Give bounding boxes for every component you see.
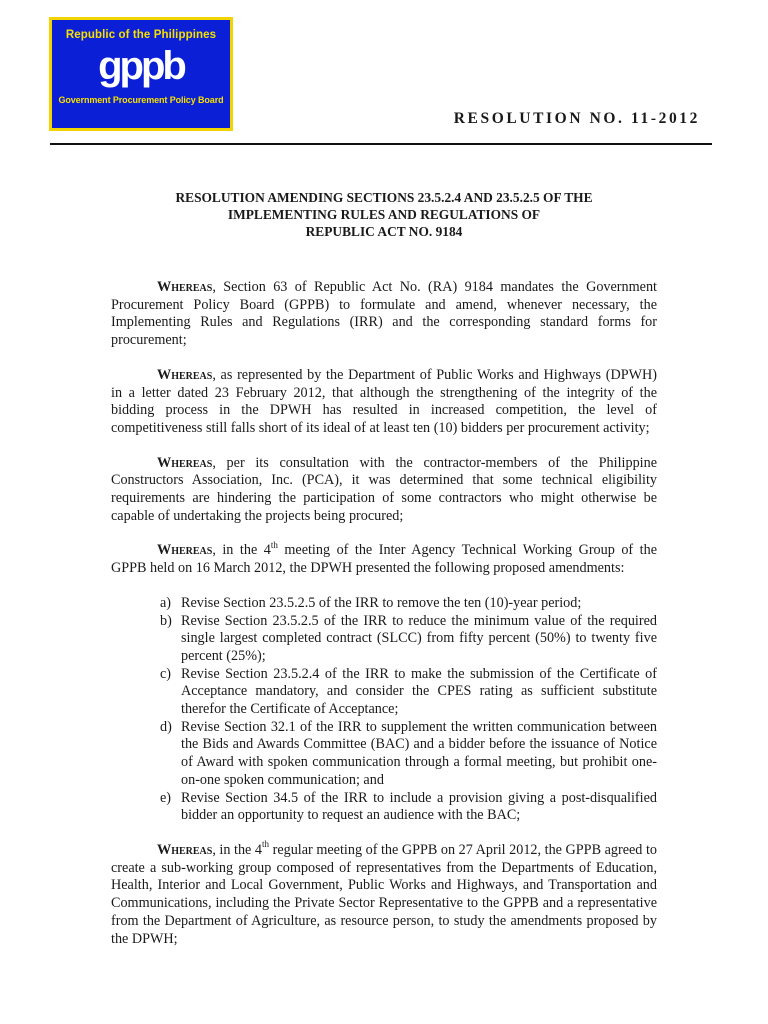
list-item-text: Revise Section 34.5 of the IRR to include a provision giving a post-disqualified bidder an opportunity to request an audience with the BAC; — [181, 789, 657, 824]
list-letter: d) — [160, 718, 172, 735]
ordinal-suffix: th — [270, 539, 278, 550]
whereas-paragraph — [111, 367, 657, 438]
whereas-paragraph — [111, 539, 657, 577]
logo-mark: gppb — [98, 44, 184, 88]
whereas-keyword: Whereas — [157, 279, 213, 295]
whereas-keyword: Whereas — [157, 454, 213, 471]
paragraph-text: , in the 4 — [212, 542, 271, 559]
title-line: REPUBLIC ACT NO. 9184 — [305, 224, 463, 239]
title-line: RESOLUTION AMENDING SECTIONS 23.5.2.4 AND 23.5.2.5 OF THE — [175, 190, 593, 205]
paragraph-text: regular meeting of the GPPB on 27 April 2012, the GPPB agreed to create a sub-working group composed of representatives from the Departments of Education, Health, Interior and Local Government, Public Works and Highways, and Transportation and Communications, including the Private Sector Representative to the GPPB and a representative from the Department of Agriculture, as resource person, to study the amendments proposed by the DPWH; — [111, 841, 657, 947]
document-title — [60, 189, 708, 240]
whereas-keyword: Whereas — [157, 366, 213, 383]
paragraph-text: meeting of the Inter Agency Technical Working Group of the GPPB held on 16 March 2012, the DPWH presented the following proposed amendments: — [111, 542, 657, 577]
ordinal-suffix: th — [262, 839, 270, 850]
list-letter: a) — [160, 594, 172, 611]
logo-bottom-text: Government Procurement Policy Board — [58, 95, 224, 105]
paragraph-text: , per its consultation with the contractor-members of the Philippine Constructors Association, Inc. (PCA), it was determined that some technical eligibility requirements are hindering the participation of some contractors who might otherwise be capable of undertaking the projects being procured; — [111, 454, 657, 524]
paragraph-text: , in the 4 — [212, 841, 263, 858]
resolution-number: RESOLUTION NO. 11-2012 — [453, 110, 700, 127]
whereas-keyword: Whereas — [157, 542, 213, 559]
logo-top-text: Republic of the Philippines — [65, 29, 217, 41]
whereas-paragraph — [111, 455, 657, 526]
list-item-text: Revise Section 32.1 of the IRR to supplement the written communication between the Bids and Awards Committee (BAC) and a bidder before the issuance of Notice of Award with spoken communication through a formal meeting, but prohibit one-on-one spoken communication; and — [181, 718, 657, 788]
paragraph-text: , Section 63 of Republic Act No. (RA) 9184 mandates the Government Procurement Policy Board (GPPB) to formulate and amend, whenever necessary, the Implementing Rules and Regulations (IRR) and the corresponding standard forms for procurement; — [111, 279, 657, 349]
list-item — [111, 719, 657, 790]
list-item-text: Revise Section 23.5.2.4 of the IRR to make the submission of the Certificate of Acceptance mandatory, and consider the CPES rating as sufficient substitute therefor the Certificate of Acceptance; — [181, 665, 657, 718]
list-item — [111, 666, 657, 719]
whereas-keyword: Whereas — [157, 841, 213, 858]
list-letter: e) — [160, 789, 172, 806]
list-item-text: Revise Section 23.5.2.5 of the IRR to reduce the minimum value of the required single largest completed contract (SLCC) from fifty percent (50%) to twenty five percent (25%); — [181, 612, 657, 664]
paragraph-text: , as represented by the Department of Public Works and Highways (DPWH) in a letter dated 23 February 2012, that although the strengthening of the integrity of the bidding process in the DPWH has resulted in increased competition, the level of competitiveness still falls short of its ideal of at least ten (10) bidders per procurement activity; — [111, 366, 657, 436]
amendments-list — [111, 595, 657, 825]
list-letter: b) — [160, 612, 172, 629]
gppb-logo — [49, 17, 233, 131]
list-item — [111, 790, 657, 825]
list-letter: c) — [160, 665, 172, 682]
document-body — [111, 279, 657, 965]
list-item — [111, 613, 657, 666]
header-divider — [50, 143, 712, 145]
whereas-paragraph — [111, 839, 657, 948]
title-line: IMPLEMENTING RULES AND REGULATIONS OF — [227, 207, 541, 222]
whereas-paragraph — [111, 279, 657, 350]
list-item-text: Revise Section 23.5.2.5 of the IRR to remove the ten (10)-year period; — [181, 594, 582, 611]
list-item — [111, 595, 657, 613]
